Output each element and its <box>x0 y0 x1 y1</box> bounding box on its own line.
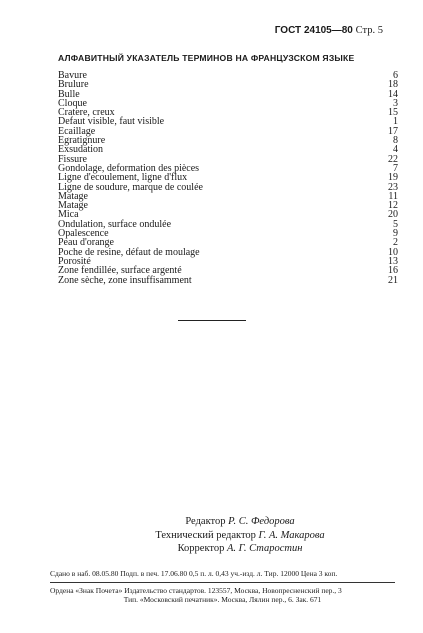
term-row <box>58 183 398 192</box>
imprint-footer <box>50 569 395 604</box>
credits-block <box>120 515 360 556</box>
term-number: 8 <box>393 135 398 147</box>
editor-name: Р. С. Федорова <box>228 516 295 527</box>
term-number: 10 <box>388 246 398 258</box>
index-title: АЛФАВИТНЫЙ УКАЗАТЕЛЬ ТЕРМИНОВ НА ФРАНЦУЗСКОМ ЯЗЫКЕ <box>58 53 355 63</box>
term-text: Peau d'orange <box>58 237 114 249</box>
term-text: Ondulation, surface ondulée <box>58 218 172 230</box>
term-number: 3 <box>393 97 398 109</box>
term-number: 15 <box>388 107 398 119</box>
tech-editor-label: Технический редактор <box>155 529 256 541</box>
term-text: Matage <box>58 190 88 202</box>
footer-separator <box>50 582 395 583</box>
term-number: 13 <box>388 255 398 267</box>
term-text: Poche de resine, défaut de moulage <box>58 246 200 258</box>
term-row <box>58 276 398 285</box>
term-row <box>58 90 398 99</box>
term-row <box>58 127 398 136</box>
term-number: 22 <box>388 153 398 165</box>
corrector-label: Корректор <box>177 543 225 554</box>
term-number: 4 <box>393 144 398 156</box>
term-row <box>58 145 398 154</box>
term-number: 14 <box>388 88 398 100</box>
corrector-name: А. Г. Старостин <box>227 543 303 554</box>
corrector-line <box>120 542 360 556</box>
publisher-line-1: Ордена «Знак Почета» Издательство стандартов. 123557, Москва, Новопресненский пер., 3 <box>50 586 342 595</box>
term-text: Brulure <box>58 79 89 91</box>
page-label: Стр. 5 <box>355 25 383 36</box>
term-row <box>58 80 398 89</box>
term-text: Fissure <box>58 153 87 165</box>
term-text: Defaut visible, faut visible <box>58 116 165 128</box>
term-number: 23 <box>388 181 398 193</box>
tech-editor-line <box>120 529 360 543</box>
doc-code: ГОСТ 24105—80 <box>274 25 353 36</box>
term-text: Gondolage, deformation des pièces <box>58 162 200 174</box>
term-row <box>58 117 398 126</box>
document-header <box>275 25 383 36</box>
term-number: 5 <box>393 218 398 230</box>
term-row <box>58 136 398 145</box>
print-info: Сдано в наб. 08.05.80 Подп. в печ. 17.06.80 0,5 п. л. 0,43 уч.-изд. л. Тир. 12000 Цена 3 коп. <box>50 569 338 578</box>
term-text: Egratignure <box>58 135 106 147</box>
term-text: Ligne d'ecoulement, ligne d'flux <box>58 172 188 184</box>
term-number: 20 <box>388 209 398 221</box>
term-text: Matage <box>58 200 88 212</box>
term-row <box>58 71 398 80</box>
term-number: 12 <box>388 200 398 212</box>
editor-line <box>120 515 360 529</box>
term-number: 2 <box>393 237 398 249</box>
term-text: Zone sèche, zone insuffisamment <box>58 274 192 286</box>
term-number: 16 <box>388 265 398 277</box>
term-text: Mica <box>58 209 79 221</box>
divider-rule <box>178 320 246 321</box>
term-number: 21 <box>388 274 398 286</box>
term-index-list <box>58 71 398 285</box>
term-text: Opalescence <box>58 228 109 240</box>
term-text: Bulle <box>58 88 80 100</box>
editor-label: Редактор <box>185 516 226 527</box>
term-text: Ligne de soudure, marque de coulée <box>58 181 203 193</box>
term-row <box>58 192 398 201</box>
term-row <box>58 201 398 210</box>
term-text: Bavure <box>58 70 87 81</box>
term-number: 11 <box>388 190 398 202</box>
term-text: Cloque <box>58 97 87 109</box>
term-text: Ecaillage <box>58 125 96 137</box>
term-number: 9 <box>393 228 398 240</box>
publisher-line-2: Тип. «Московский печатник». Москва, Лялин пер., 6. Зак. 671 <box>123 595 322 604</box>
term-text: Cratere, creux <box>58 107 115 119</box>
term-number: 18 <box>388 79 398 91</box>
term-number: 1 <box>393 116 398 128</box>
term-text: Zone fendillée, surface argenté <box>58 265 182 277</box>
term-number: 6 <box>393 70 398 81</box>
term-row <box>58 220 398 229</box>
tech-editor-name: Г. А. Макарова <box>258 529 325 541</box>
term-number: 7 <box>393 162 398 174</box>
term-number: 19 <box>388 172 398 184</box>
term-text: Porosité <box>58 255 91 267</box>
term-row <box>58 248 398 257</box>
term-number: 17 <box>388 125 398 137</box>
term-text: Exsudation <box>58 144 103 156</box>
